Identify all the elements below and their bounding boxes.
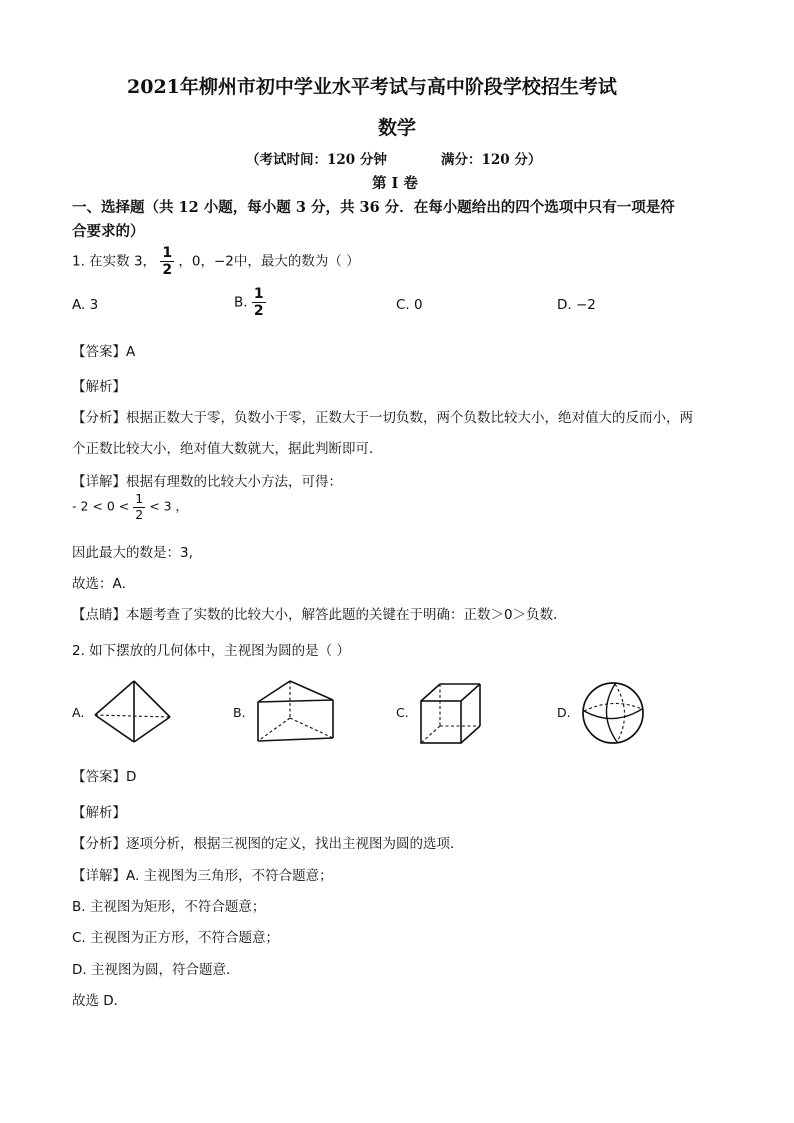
exam-score-info: 满分：120 分） [441,152,542,168]
q1-result: 因此最大的数是：3, [72,545,193,561]
q1-option-a: A. 3 [72,297,99,313]
exam-title: 2021年柳州市初中学业水平考试与高中阶段学校招生考试 [127,76,617,98]
cube-figure [418,681,484,747]
q2-stem: 2. 如下摆放的几何体中，主视图为圆的是（ ） [72,643,350,659]
q1-option-b-label: B. [234,294,248,311]
q1-stem-prefix: 1. 在实数 3， [72,253,157,270]
q1-choice: 故选：A． [72,576,136,592]
q1-stem-suffix: ，0，−2中，最大的数为（ ） [178,253,360,270]
q1-option-b-fraction [252,287,266,318]
pyramid-figure [92,678,174,746]
q2-detail-b: B. 主视图为矩形，不符合题意； [72,899,266,915]
q1-frac-den: 2 [162,262,173,278]
q2-detail-c: C. 主视图为正方形，不符合题意； [72,930,280,946]
q2-choice: 故选 D． [72,993,128,1009]
q1-ineq-suffix: < 3 ， [149,498,189,514]
q1-ineq-fraction [133,493,145,521]
sphere-figure [580,680,646,746]
exam-volume: 第 I 卷 [372,175,418,192]
q1-answer: 【答案】A [72,344,136,360]
q1-fenxi-line1: 【分析】根据正数大于零，负数小于零，正数大于一切负数，两个负数比较大小，绝对值大的反而小，两 [72,410,693,426]
q1-option-b-num: 1 [253,286,264,302]
q1-option-b [234,287,266,318]
q1-ineq-den: 2 [135,506,144,522]
q2-option-d-label: D. [557,705,571,720]
q1-comment: 【点睛】本题考查了实数的比较大小，解答此题的关键在于明确：正数＞0＞负数． [72,607,567,623]
q1-frac-num: 1 [162,245,173,261]
q2-answer: 【答案】D [72,769,137,785]
q2-detail-a: 【详解】A. 主视图为三角形，不符合题意； [72,868,333,884]
q1-inequality [72,493,188,521]
q1-analysis-label: 【解析】 [72,379,126,395]
q1-stem [72,246,360,277]
q1-fraction [160,246,174,277]
q2-analysis-label: 【解析】 [72,805,126,821]
q1-option-b-den: 2 [253,303,264,319]
q1-option-d: D. −2 [557,297,596,313]
q2-option-a-label: A. [72,705,85,720]
prism-figure [254,678,338,746]
q1-ineq-prefix: - 2 < 0 < [72,498,130,514]
section-heading: 一、选择题（共 12 小题，每小题 3 分，共 36 分．在每小题给出的四个选项中只有一项是符 [72,199,675,216]
q2-option-c-label: C. [396,705,409,720]
exam-subject: 数学 [378,117,417,139]
q1-option-c: C. 0 [396,297,423,313]
q1-fenxi-line2: 个正数比较大小，绝对值大数就大，据此判断即可． [72,441,383,457]
exam-time-info: （考试时间：120 分钟 [246,152,387,168]
section-heading-cont: 合要求的） [72,223,145,240]
q2-option-b-label: B. [233,705,246,720]
q2-fenxi: 【分析】逐项分析，根据三视图的定义，找出主视图为圆的选项． [72,836,464,852]
q1-detail-line1: 【详解】根据有理数的比较大小方法，可得： [72,474,342,490]
q1-ineq-num: 1 [135,491,144,506]
q2-detail-d: D. 主视图为圆，符合题意． [72,962,240,978]
